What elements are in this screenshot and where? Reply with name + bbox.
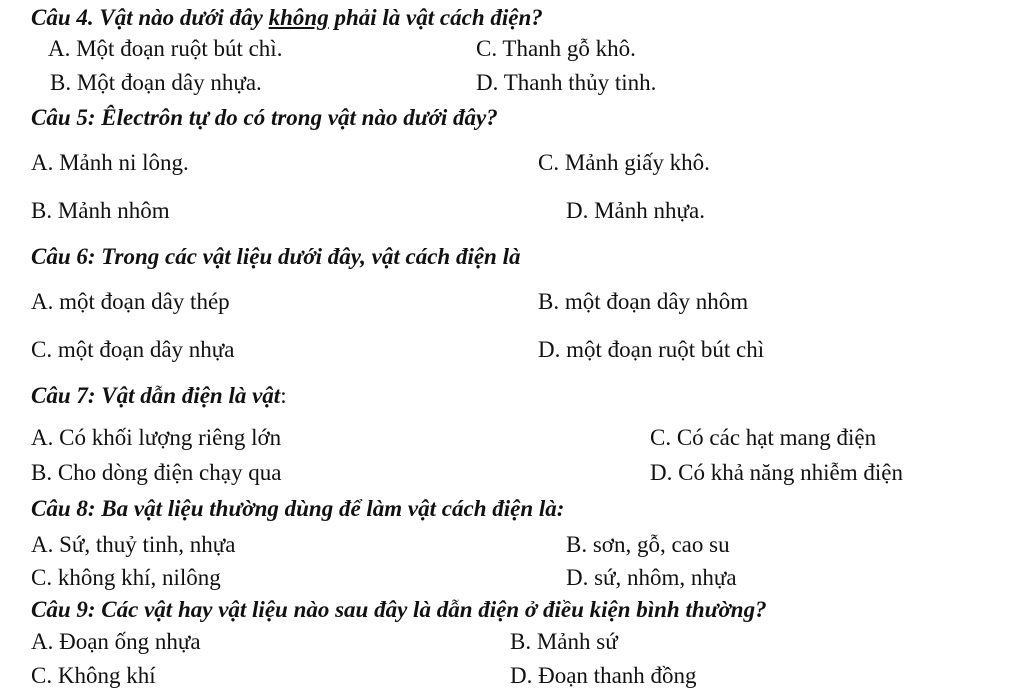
question-4-option-c: C. Thanh gỗ khô.: [476, 36, 636, 61]
question-8-option-b: B. sơn, gỗ, cao su: [566, 532, 730, 557]
question-8-option-c: C. không khí, nilông: [31, 565, 221, 590]
question-5-title: Câu 5: Êlectrôn tự do có trong vật nào dưới đây?: [31, 105, 498, 130]
question-4-option-d: D. Thanh thủy tinh.: [476, 70, 657, 95]
question-8-option-a: A. Sứ, thuỷ tinh, nhựa: [31, 532, 236, 557]
question-7-title-colon: :: [280, 383, 287, 408]
question-4-title: [31, 4, 543, 32]
question-9-option-a: A. Đoạn ống nhựa: [31, 629, 201, 654]
question-5-option-d: D. Mảnh nhựa.: [566, 198, 705, 223]
question-9-title: Câu 9: Các vật hay vật liệu nào sau đây là dẫn điện ở điều kiện bình thường?: [31, 597, 767, 622]
question-4-option-a: A. Một đoạn ruột bút chì.: [48, 36, 283, 61]
question-9-option-c: C. Không khí: [31, 663, 156, 688]
question-5-option-a: A. Mảnh ni lông.: [31, 150, 189, 175]
question-6-option-d: D. một đoạn ruột bút chì: [538, 337, 765, 362]
question-7-title: [31, 382, 287, 410]
question-4-option-b: B. Một đoạn dây nhựa.: [50, 70, 262, 95]
question-4-title-end: phải là vật cách điện?: [328, 5, 543, 30]
question-7-title-text: Câu 7: Vật dẫn điện là vật: [31, 383, 281, 408]
question-5-option-b: B. Mảnh nhôm: [31, 198, 170, 223]
question-6-option-b: B. một đoạn dây nhôm: [538, 289, 749, 314]
question-6-option-a: A. một đoạn dây thép: [31, 289, 230, 314]
question-6-title: Câu 6: Trong các vật liệu dưới đây, vật cách điện là: [31, 244, 521, 269]
question-8-option-d: D. sứ, nhôm, nhựa: [566, 565, 737, 590]
question-5-option-c: C. Mảnh giấy khô.: [538, 150, 710, 175]
question-7-option-c: C. Có các hạt mang điện: [650, 425, 877, 450]
question-9-option-d: D. Đoạn thanh đồng: [510, 663, 697, 688]
question-6-option-c: C. một đoạn dây nhựa: [31, 337, 235, 362]
question-9-option-b: B. Mảnh sứ: [510, 629, 618, 654]
question-4-title-start: Câu 4. Vật nào dưới đây: [31, 5, 269, 30]
question-7-option-b: B. Cho dòng điện chạy qua: [31, 460, 282, 485]
question-4-title-underlined: không: [268, 5, 329, 30]
question-7-option-a: A. Có khối lượng riêng lớn: [31, 425, 282, 450]
question-7-option-d: D. Có khả năng nhiễm điện: [650, 460, 903, 485]
question-8-title: Câu 8: Ba vật liệu thường dùng để làm vật cách điện là:: [31, 496, 565, 521]
